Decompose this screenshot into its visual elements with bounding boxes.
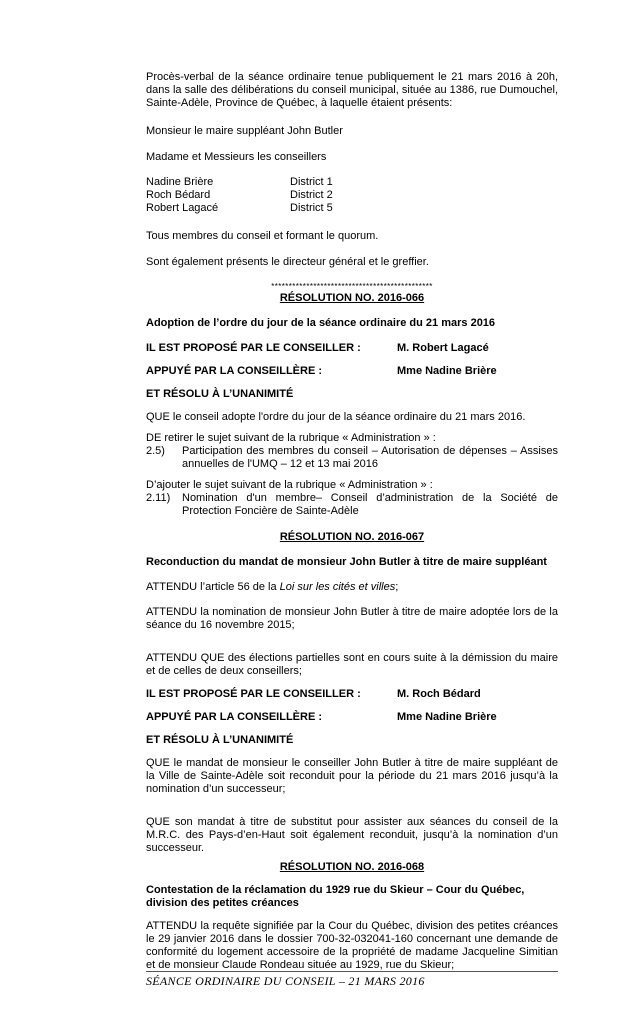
remove-intro: DE retirer le sujet suivant de la rubrique « Administration » : — [146, 432, 436, 444]
attendu-end: ; — [395, 581, 399, 593]
intro-paragraph: Procès-verbal de la séance ordinaire tenue publiquement le 21 mars 2016 à 20h, dans la salle des délibérations du conseil municipal, située au 1386, rue Dumouchel, Sainte-Adèle, Province de Québec, à laquelle étaient présents: — [146, 71, 558, 109]
councillor-district: District 5 — [290, 202, 333, 214]
councillor-name: Roch Bédard — [146, 189, 211, 201]
que-paragraph: QUE son mandat à titre de substitut pour assister aux séances du conseil de la M.R.C. des Pays-d’en-Haut soit également reconduit, jusqu’à la nomination d’un successeur. — [146, 816, 558, 854]
law-title: Loi sur les cités et villes — [279, 581, 396, 593]
remove-item — [146, 445, 558, 471]
councillor-row — [146, 202, 558, 215]
mayor-line: Monsieur le maire suppléant John Butler — [146, 125, 343, 137]
seconded-row — [146, 365, 558, 378]
councillor-district: District 2 — [290, 189, 333, 201]
attendu-text: ATTENDU l’article 56 de la — [146, 581, 280, 593]
seconded-name: Mme Nadine Brière — [397, 711, 497, 723]
resolution-068-number: RÉSOLUTION NO. 2016-068 — [279, 861, 425, 873]
proposed-label: IL EST PROPOSÉ PAR LE CONSEILLER : — [146, 342, 361, 354]
councillor-row — [146, 176, 558, 189]
resolution-067-title: Reconduction du mandat de monsieur John Butler à titre de maire suppléant — [146, 556, 547, 568]
add-intro: D’ajouter le sujet suivant de la rubrique « Administration » : — [146, 479, 433, 491]
councillor-name: Robert Lagacé — [146, 202, 219, 214]
footer-divider — [146, 971, 558, 972]
councillors-heading: Madame et Messieurs les conseillers — [146, 151, 327, 163]
councillor-district: District 1 — [290, 176, 333, 188]
proposed-name: M. Robert Lagacé — [397, 342, 489, 354]
item-number: 2.5) — [146, 445, 165, 457]
resolution-066-title: Adoption de l’ordre du jour de la séance ordinaire du 21 mars 2016 — [146, 317, 496, 329]
attendu-paragraph: ATTENDU QUE des élections partielles sont en cours suite à la démission du maire et de celles de deux conseillers; — [146, 652, 558, 677]
resolved-line: ET RÉSOLU À L’UNANIMITÉ — [146, 734, 294, 746]
separator: ********************************************** — [271, 282, 433, 291]
proposed-row — [146, 688, 558, 701]
seconded-row — [146, 711, 558, 724]
item-number: 2.11) — [146, 492, 171, 504]
add-item — [146, 492, 558, 518]
resolution-066-number: RÉSOLUTION NO. 2016-066 — [279, 292, 425, 304]
resolution-066-body: QUE le conseil adopte l'ordre du jour de la séance ordinaire du 21 mars 2016. — [146, 411, 526, 423]
item-text: Nomination d'un membre– Conseil d’administration de la Société de Protection Foncière de Sainte-Adèle — [182, 492, 558, 517]
resolution-068-title: Contestation de la réclamation du 1929 rue du Skieur – Cour du Québec, division des petites créances — [146, 884, 525, 909]
proposed-label: IL EST PROPOSÉ PAR LE CONSEILLER : — [146, 688, 361, 700]
page-footer: SÉANCE ORDINAIRE DU CONSEIL – 21 MARS 2016 — [146, 974, 425, 988]
attendu-paragraph: ATTENDU la nomination de monsieur John Butler à titre de maire adoptée lors de la séance du 16 novembre 2015; — [146, 606, 558, 631]
seconded-label: APPUYÉ PAR LA CONSEILLÈRE : — [146, 365, 323, 377]
seconded-label: APPUYÉ PAR LA CONSEILLÈRE : — [146, 711, 323, 723]
minutes-page — [146, 71, 558, 972]
proposed-row — [146, 342, 558, 355]
resolution-067-number: RÉSOLUTION NO. 2016-067 — [279, 531, 425, 543]
councillor-row — [146, 189, 558, 202]
councillors-list — [146, 176, 558, 215]
also-present-line: Sont également présents le directeur général et le greffier. — [146, 256, 429, 268]
seconded-name: Mme Nadine Brière — [397, 365, 497, 377]
attendu-line — [146, 581, 558, 594]
item-text: Participation des membres du conseil – Autorisation de dépenses – Assises annuelles de l'UMQ – 12 et 13 mai 2016 — [182, 445, 558, 470]
quorum-line: Tous membres du conseil et formant le quorum. — [146, 230, 379, 242]
que-paragraph: QUE le mandat de monsieur le conseiller John Butler à titre de maire suppléant de la Ville de Sainte-Adèle soit reconduit pour la période du 21 mars 2016 jusqu’à la nomination d’un successeur; — [146, 757, 558, 795]
resolved-line: ET RÉSOLU À L’UNANIMITÉ — [146, 388, 294, 400]
attendu-paragraph: ATTENDU la requête signifiée par la Cour du Québec, division des petites créances le 29 janvier 2016 dans le dossier 700-32-032041-160 concernant une demande de conformité du logement accessoire de la propriété de madame Jacqueline Simitian et de monsieur Claude Rondeau située au 1929, rue du Skieur; — [146, 920, 558, 971]
proposed-name: M. Roch Bédard — [397, 688, 481, 700]
councillor-name: Nadine Brière — [146, 176, 214, 188]
